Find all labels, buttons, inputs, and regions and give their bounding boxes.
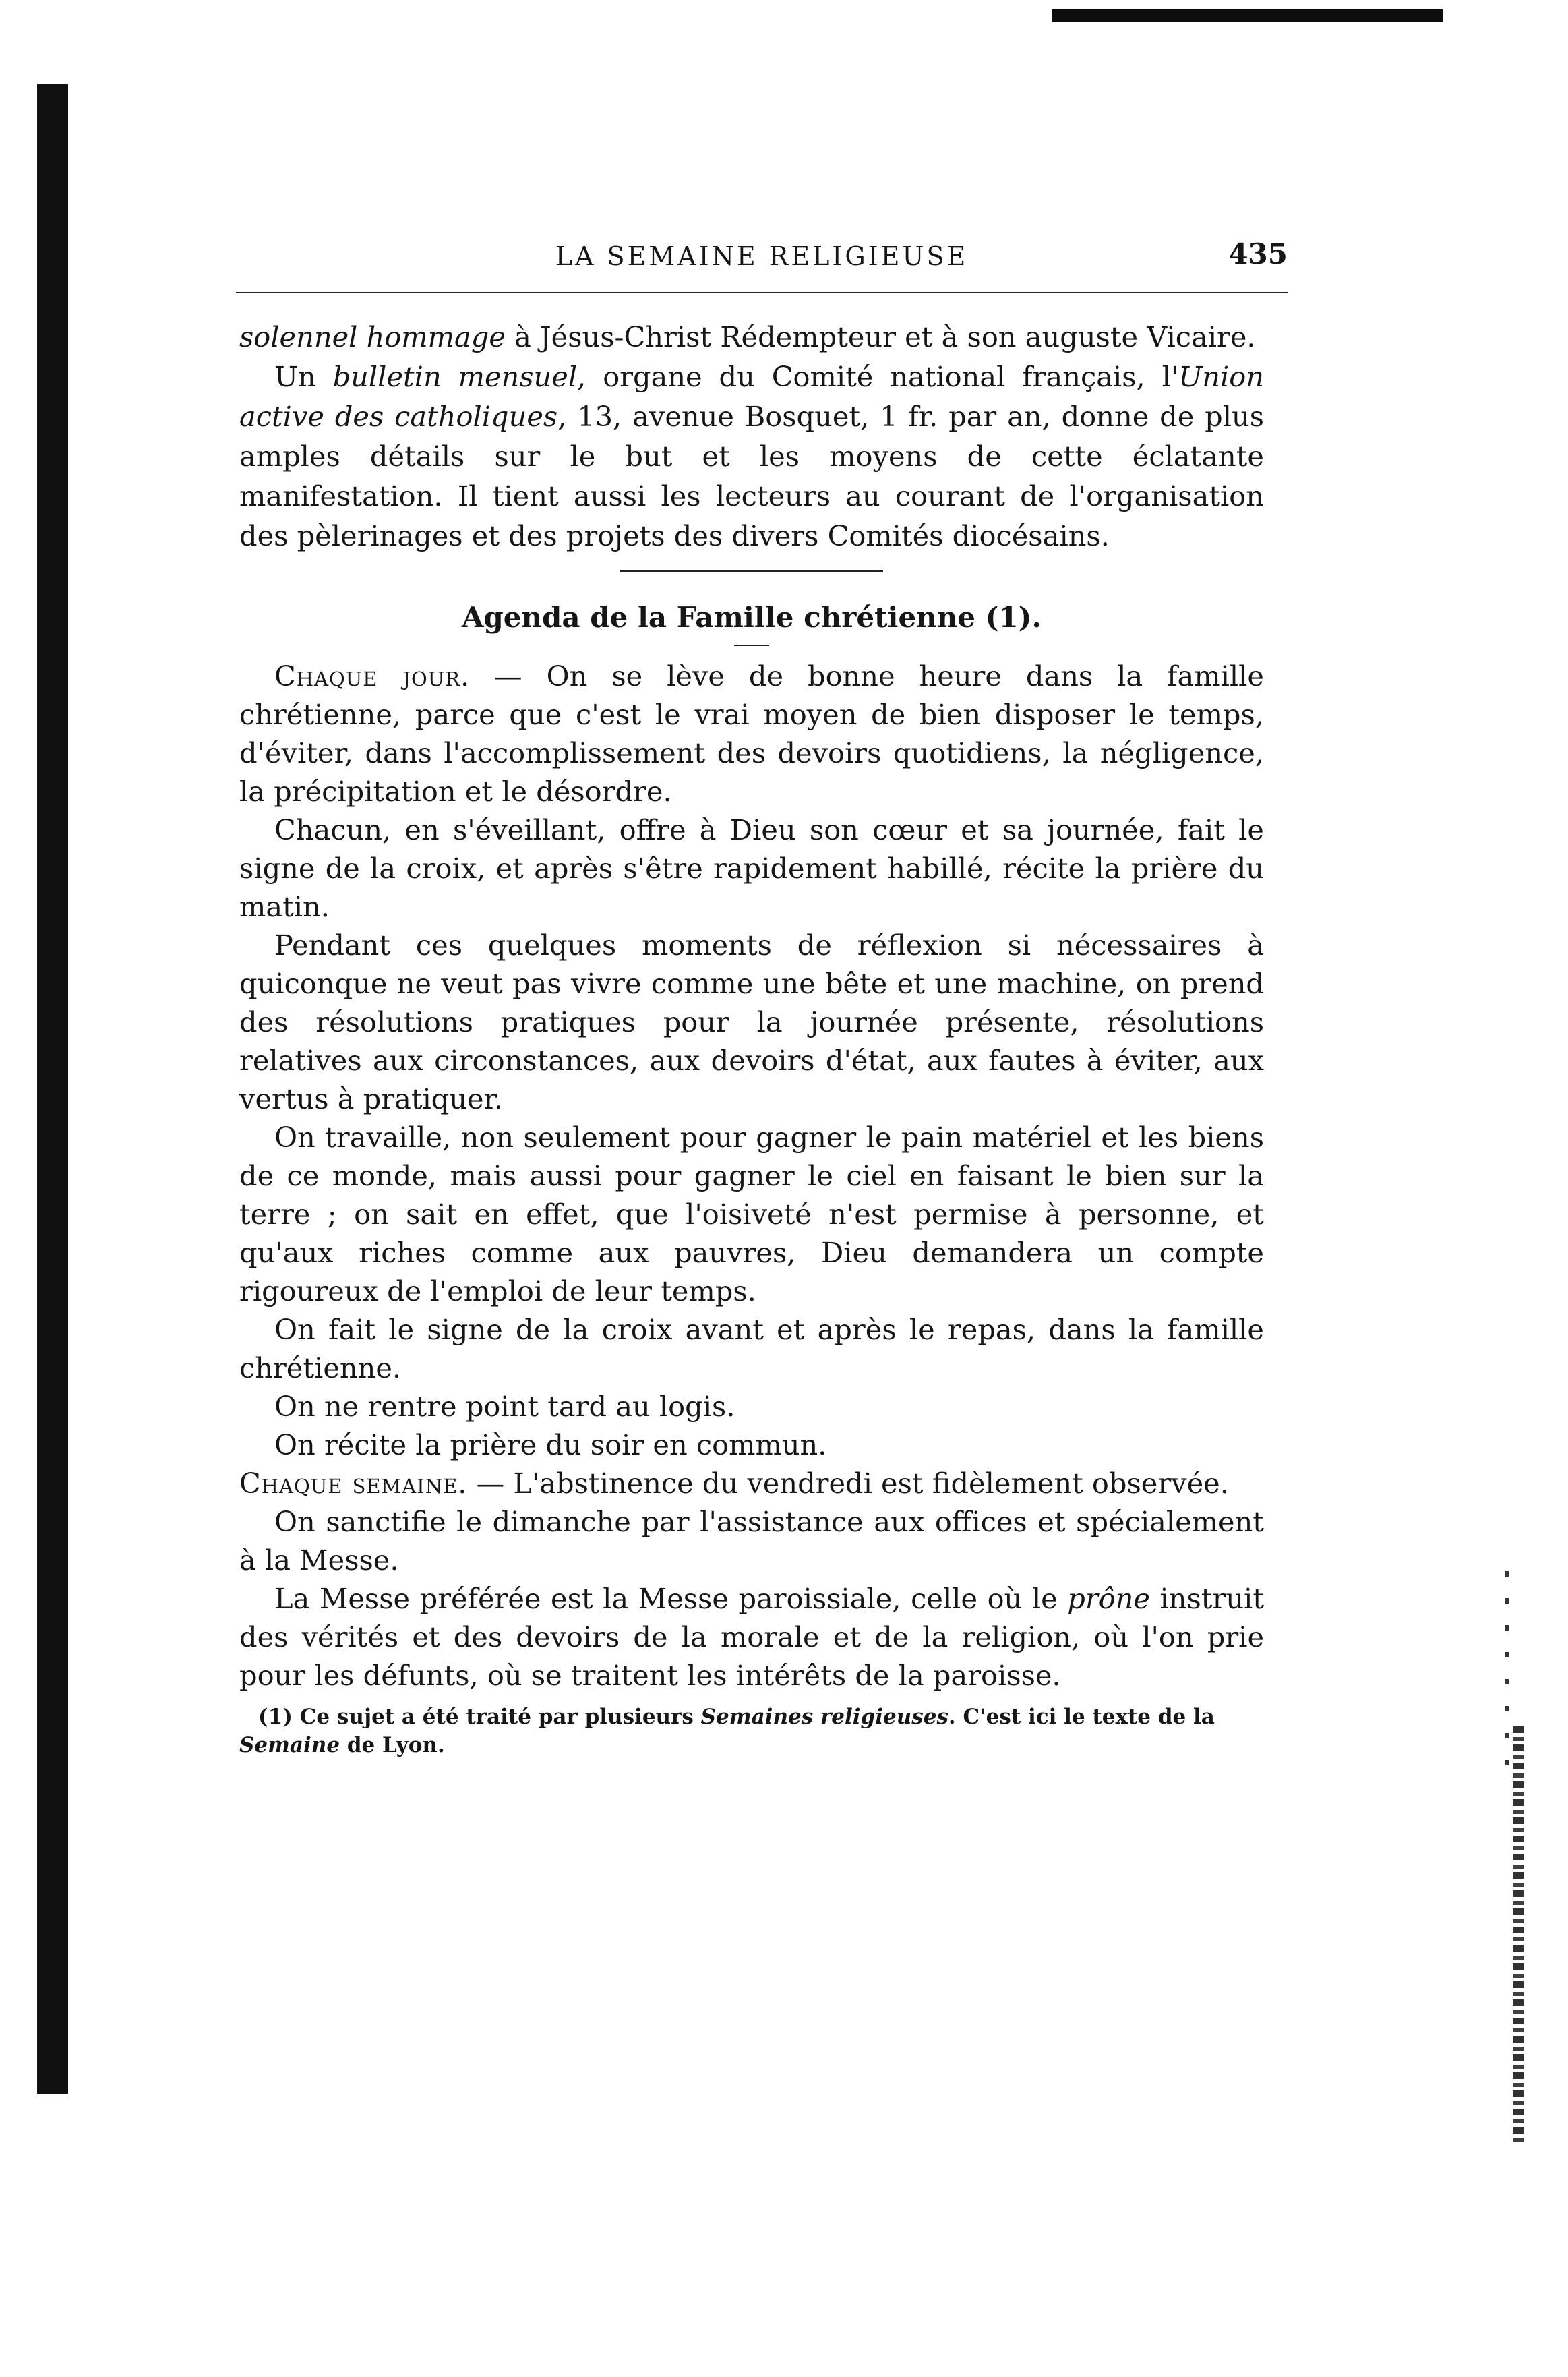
text-run: Un [274,360,333,393]
running-head [236,237,1288,285]
italic-phrase: prône [1067,1582,1150,1615]
subsection-label: Chaque jour. [274,659,471,693]
scan-edge-top [1052,9,1443,22]
text-run: — On se lève de bonne heure dans la famille chrétienne, parce que c'est le vrai moyen de bien disposer le temps, d'éviter, dans l'accomplissement des devoirs quotidiens, la négligence, la précipitation et le désordre. [239,659,1264,808]
section-title: Agenda de la Famille chrétienne (1). [461,601,1042,634]
chaque-semaine-paragraph-3 [239,1579,1264,1695]
text-run: de Lyon. [340,1733,445,1757]
text-run: — L'abstinence du vendredi est fidèlement observée. [467,1467,1229,1500]
chaque-jour-block [239,657,1264,1464]
text-run: à Jésus-Christ Rédempteur et à son auguste Vicaire. [505,320,1256,353]
scan-margin-marks [1505,1571,1509,1773]
scan-edge-left [37,84,68,2094]
intro-paragraph-1 [239,317,1264,357]
text-column [239,317,1264,1759]
footnote [239,1703,1264,1759]
scan-edge-right [1513,1726,1524,2144]
italic-phrase: solennel hommage [239,320,506,353]
chaque-jour-paragraph-1 [239,657,1264,811]
subsection-label: Chaque semaine. [239,1467,468,1500]
running-title: LA SEMAINE RELIGIEUSE [555,241,969,271]
chaque-semaine-block [239,1464,1264,1695]
chaque-semaine-paragraph-1 [239,1464,1264,1502]
text-run: . C'est ici le texte de la [948,1705,1215,1729]
italic-phrase: bulletin mensuel [332,360,578,393]
title-dash [734,645,769,646]
chaque-jour-paragraph-7: On récite la prière du soir en commun. [274,1428,827,1461]
page-number: 435 [1228,237,1288,270]
section-divider [620,570,883,572]
text-run: instruit des vérités et des devoirs de la morale et de la religion, où l'on prie pour les défunts, où se traitent les intérêts de la paroisse. [239,1582,1264,1692]
chaque-jour-paragraph-4: On travaille, non seulement pour gagner le pain matériel et les biens de ce monde, mais aussi pour gagner le ciel en faisant le bien sur la terre ; on sait en effet, que l'oisiveté n'est permise à personne, et qu'aux riches comme aux pauvres, Dieu demandera un compte rigoureux de l'emploi de leur temps. [239,1121,1264,1308]
text-run: , 13, avenue Bosquet, 1 fr. par an, donne de plus amples détails sur le but et les moyens de cette éclatante manifestation. Il tient aussi les lecteurs au courant de l'organisation des pèlerinages et des projets des divers Comités diocésains. [239,400,1264,552]
intro-paragraph-2 [239,357,1264,556]
chaque-jour-paragraph-5: On fait le signe de la croix avant et après le repas, dans la famille chrétienne. [239,1313,1264,1384]
italic-phrase: Semaine [239,1733,340,1757]
text-run: La Messe préférée est la Messe paroissiale, celle où le [274,1582,1068,1615]
text-run: (1) Ce sujet a été traité par plusieurs [258,1705,701,1729]
chaque-jour-paragraph-3: Pendant ces quelques moments de réflexion si nécessaires à quiconque ne veut pas vivre comme une bête et une machine, on prend des résolutions pratiques pour la journée présente, résolutions relatives aux circonstances, aux devoirs d'état, aux fautes à éviter, aux vertus à pratiquer. [239,929,1264,1115]
chaque-jour-paragraph-6: On ne rentre point tard au logis. [274,1390,735,1423]
chaque-jour-paragraph-2: Chacun, en s'éveillant, offre à Dieu son cœur et sa journée, fait le signe de la croix, et après s'être rapidement habillé, récite la prière du matin. [239,813,1264,923]
italic-phrase: Semaines religieuses [700,1705,948,1729]
chaque-semaine-paragraph-2: On sanctifie le dimanche par l'assistance aux offices et spécialement à la Messe. [239,1505,1264,1577]
header-rule [236,292,1288,293]
text-run: , organe du Comité national français, l' [577,360,1179,393]
italic-phrase: Union active des catholiques [239,360,1264,433]
